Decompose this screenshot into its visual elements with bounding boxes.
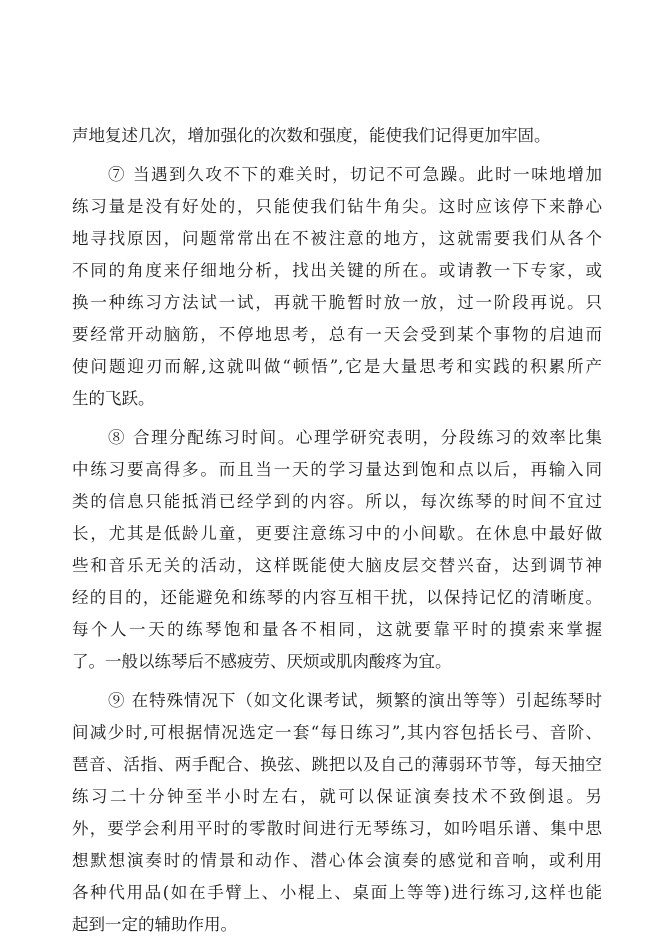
text-line: ⑦ 当遇到久攻不下的难关时，切记不可急躁。此时一味地增加 xyxy=(108,165,602,184)
text-line: 使问题迎刃而解,这就叫做“顿悟”,它是大量思考和实践的积累所产 xyxy=(72,357,602,376)
body-text xyxy=(72,120,602,941)
paragraph-continuation xyxy=(72,120,602,152)
paragraph-8 xyxy=(72,422,602,678)
text-line: ⑨ 在特殊情况下（如文化课考试，频繁的演出等等）引起练琴时 xyxy=(108,691,602,710)
text-line: 起到一定的辅助作用。 xyxy=(72,915,237,934)
text-line: 经的目的，还能避免和练琴的内容互相干扰，以保持记忆的清晰度。 xyxy=(72,588,602,607)
text-line: 中练习要高得多。而且当一天的学习量达到饱和点以后，再输入同 xyxy=(72,460,602,479)
text-line: 练习量是没有好处的，只能使我们钻牛角尖。这时应该停下来静心 xyxy=(72,197,602,216)
text-line: 长，尤其是低龄儿童，更要注意练习中的小间歇。在休息中最好做 xyxy=(72,524,602,543)
text-line: 不同的角度来仔细地分析，找出关键的所在。或请教一下专家，或 xyxy=(72,261,602,280)
paragraph-9 xyxy=(72,685,602,941)
text-line: 想默想演奏时的情景和动作、潜心体会演奏的感觉和音响，或利用 xyxy=(72,851,602,870)
text-line: 些和音乐无关的活动，这样既能使大脑皮层交替兴奋，达到调节神 xyxy=(72,556,602,575)
text-line: 换一种练习方法试一试，再就干脆暂时放一放，过一阶段再说。只 xyxy=(72,293,602,312)
text-line: 间减少时,可根据情况选定一套“每日练习”,其内容包括长弓、音阶、 xyxy=(72,723,602,742)
text-line: 每个人一天的练琴饱和量各不相同，这就要靠平时的摸索来掌握 xyxy=(72,620,602,639)
paragraph-7 xyxy=(72,159,602,415)
text-line: 外，要学会利用平时的零散时间进行无琴练习，如吟唱乐谱、集中思 xyxy=(72,819,602,838)
text-line: 各种代用品(如在手臂上、小棍上、桌面上等等)进行练习,这样也能 xyxy=(72,883,602,902)
text-line: 了。一般以练琴后不感疲劳、厌烦或肌肉酸疼为宜。 xyxy=(72,652,452,671)
text-line: 生的飞跃。 xyxy=(72,389,155,408)
text-line: 类的信息只能抵消已经学到的内容。所以，每次练琴的时间不宜过 xyxy=(72,492,602,511)
text-line: 练习二十分钟至半小时左右，就可以保证演奏技术不致倒退。另 xyxy=(72,787,602,806)
text-line: 要经常开动脑筋，不停地思考，总有一天会受到某个事物的启迪而 xyxy=(72,325,602,344)
text-line: 琶音、活指、两手配合、换弦、跳把以及自己的薄弱环节等，每天抽空 xyxy=(72,755,602,774)
text-line: 声地复述几次，增加强化的次数和强度，能使我们记得更加牢固。 xyxy=(72,126,551,145)
text-line: 地寻找原因，问题常常出在不被注意的地方，这就需要我们从各个 xyxy=(72,229,602,248)
text-line: ⑧ 合理分配练习时间。心理学研究表明，分段练习的效率比集 xyxy=(108,428,602,447)
